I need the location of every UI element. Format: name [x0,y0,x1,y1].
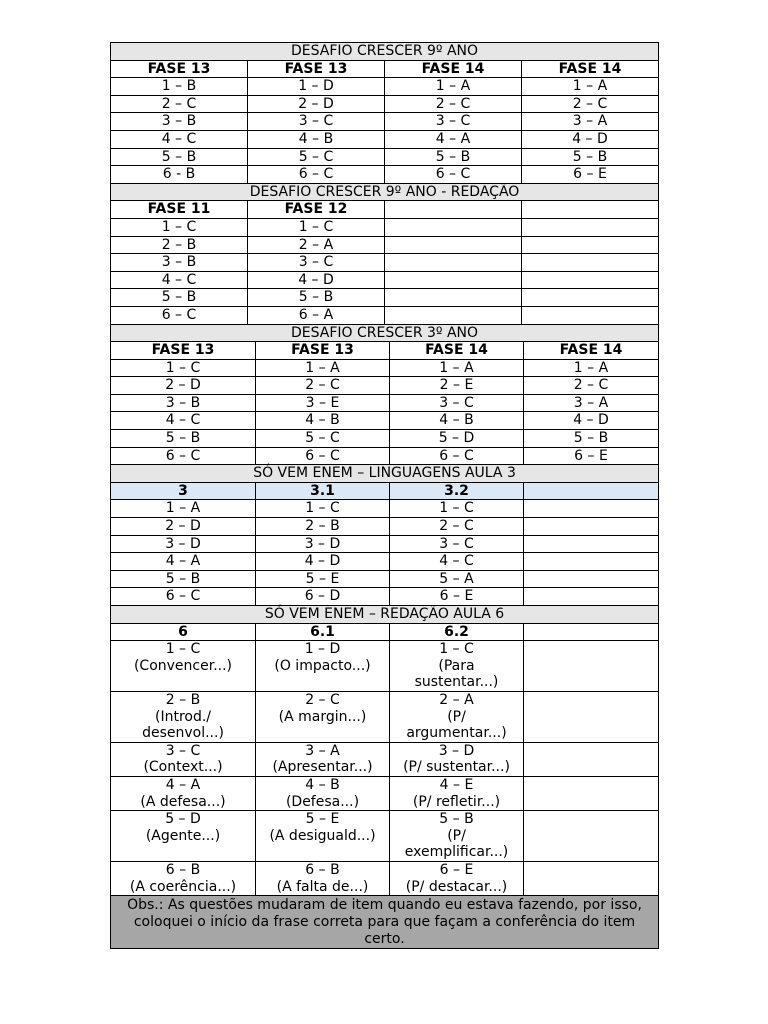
answer-text: 4 – A [165,776,201,793]
table-row [111,271,659,289]
answer-cell [390,742,524,776]
answer-cell: 5 – B [248,289,385,307]
answer-text: 4 – B [305,776,340,793]
column-header: FASE 13 [111,60,248,78]
column-header: 6.2 [390,623,524,641]
table-row [111,518,659,536]
empty-cell [522,306,659,324]
empty-cell [524,553,659,571]
table-row [111,535,659,553]
answer-cell: 3 – A [524,394,659,412]
hint-text: (P/ refletir...) [412,793,501,810]
answer-cell: 2 – B [111,236,248,254]
section-title: SÓ VEM ENEM – REDAÇÃO AULA 6 [111,606,659,624]
answer-cell: 1 – A [111,500,256,518]
empty-cell [524,518,659,536]
empty-cell [524,500,659,518]
answer-cell: 4 – C [111,130,248,148]
answer-cell: 5 – B [385,148,522,166]
answer-text: 3 – C [165,742,201,759]
answer-cell: 6 – E [524,447,659,465]
hint-text: (A desiguald...) [269,827,376,844]
hint-text: (P/ sustentar...) [403,759,510,776]
answer-cell [390,811,524,862]
empty-cell [524,588,659,606]
answer-cell [111,776,256,810]
answer-cell: 6 - B [111,166,248,184]
answer-text: 3 – D [438,742,475,759]
table-row [111,148,659,166]
answer-cell: 2 – C [256,377,390,395]
answer-cell: 1 – C [248,218,385,236]
answer-text: 2 – C [305,691,340,708]
section-desafio-9-ano [110,42,659,184]
table-row [111,641,659,692]
answer-cell: 6 – C [385,166,522,184]
empty-cell [524,861,659,895]
answer-cell: 6 – C [111,306,248,324]
table-row [111,500,659,518]
hint-text: desenvol...) [142,725,224,742]
answer-cell: 4 – D [522,130,659,148]
answer-cell: 5 – D [390,430,524,448]
column-header: 3.2 [390,482,524,500]
answer-text: 2 – A [439,691,474,708]
answer-cell: 4 – B [390,412,524,430]
answer-cell: 1 – C [390,500,524,518]
hint-text: (P/ [447,827,466,844]
answer-cell: 2 – C [111,95,248,113]
hint-text: (A coerência...) [129,878,237,895]
answer-cell: 5 – B [111,430,256,448]
section-title: DESAFIO CRESCER 3º ANO [111,324,659,342]
column-header [524,623,659,641]
column-header: FASE 14 [522,60,659,78]
answer-cell [256,776,390,810]
empty-cell [522,289,659,307]
answer-cell: 2 – E [390,377,524,395]
table-row [111,776,659,810]
answer-cell: 3 – C [248,113,385,131]
answer-cell [111,641,256,692]
table-row [111,236,659,254]
column-header [522,201,659,219]
answer-cell: 3 – D [111,535,256,553]
answer-cell: 1 – C [111,359,256,377]
empty-cell [385,306,522,324]
answer-cell: 4 – A [385,130,522,148]
answer-text: 6 – E [439,861,474,878]
hint-text: (Agente...) [145,827,221,844]
table-row [111,95,659,113]
answer-cell: 2 – B [256,518,390,536]
answer-cell: 1 – A [390,359,524,377]
answer-cell: 4 – A [111,553,256,571]
answer-cell: 4 – D [524,412,659,430]
column-header: FASE 14 [524,342,659,360]
answer-text: 1 – C [165,641,201,658]
answer-cell: 6 – C [248,166,385,184]
empty-cell [385,289,522,307]
empty-cell [385,254,522,272]
empty-cell [522,236,659,254]
column-header: 3.1 [256,482,390,500]
hint-text: (Defesa...) [285,793,360,810]
answer-cell: 6 – D [256,588,390,606]
column-header: FASE 13 [256,342,390,360]
table-row [111,113,659,131]
answer-cell: 6 – C [256,447,390,465]
table-row [111,289,659,307]
answer-cell: 6 – C [111,447,256,465]
answer-cell: 6 – E [390,588,524,606]
answer-cell: 2 – D [111,518,256,536]
answer-cell: 2 – C [524,377,659,395]
answer-cell: 5 – B [522,148,659,166]
table-row [111,430,659,448]
table-row [111,811,659,862]
answer-cell: 5 – B [111,570,256,588]
hint-text: (Context...) [143,759,223,776]
table-row [111,570,659,588]
answer-cell: 6 – E [522,166,659,184]
answer-cell [256,861,390,895]
hint-text: (Para [438,657,475,674]
section-desafio-9-ano-redacao [110,183,659,325]
hint-text: (A falta de...) [276,878,369,895]
answer-cell [111,861,256,895]
empty-cell [524,570,659,588]
hint-text: (A defesa...) [140,793,226,810]
answer-text: 2 – B [165,691,201,708]
answer-cell: 2 – D [111,377,256,395]
empty-cell [524,776,659,810]
column-header: 6 [111,623,256,641]
hint-text: (Convencer...) [133,657,233,674]
section-title: DESAFIO CRESCER 9º ANO - REDAÇÃO [111,183,659,201]
answer-cell [256,742,390,776]
answer-cell: 3 – B [111,394,256,412]
answer-cell: 3 – C [385,113,522,131]
answer-text: 5 – B [439,811,474,828]
answer-cell: 5 – C [248,148,385,166]
table-row [111,218,659,236]
hint-text: (Introd./ [154,708,212,725]
answer-cell [256,641,390,692]
empty-cell [524,641,659,692]
answer-cell: 3 – D [256,535,390,553]
answer-cell: 4 – D [256,553,390,571]
column-header: FASE 13 [248,60,385,78]
section-title: SÓ VEM ENEM – LINGUAGENS AULA 3 [111,465,659,483]
answer-text: 6 – B [165,861,201,878]
hint-text: sustentar...) [414,674,499,691]
answer-cell: 1 – C [256,500,390,518]
answer-cell: 1 – C [111,218,248,236]
empty-cell [524,535,659,553]
answer-cell: 2 – A [248,236,385,254]
answer-text: 5 – E [305,811,340,828]
column-header [524,482,659,500]
table-row [111,377,659,395]
answer-cell: 4 – C [390,553,524,571]
hint-text: (O impacto...) [274,657,371,674]
hint-text: (P/ destacar...) [405,878,508,895]
table-row [111,130,659,148]
empty-cell [385,218,522,236]
answer-cell: 4 – C [111,271,248,289]
answer-key-sheet [110,42,658,949]
table-row [111,394,659,412]
answer-text: 3 – A [305,742,340,759]
column-header: FASE 14 [390,342,524,360]
empty-cell [522,254,659,272]
answer-text: 4 – E [439,776,474,793]
answer-text: 1 – C [439,641,474,658]
empty-cell [385,236,522,254]
table-row [111,742,659,776]
answer-cell [390,861,524,895]
answer-cell: 3 – A [522,113,659,131]
section-desafio-3-ano [110,324,659,466]
answer-cell: 3 – C [390,394,524,412]
answer-cell: 5 – B [111,289,248,307]
answer-cell: 6 – A [248,306,385,324]
answer-cell: 2 – C [522,95,659,113]
answer-cell [111,742,256,776]
table-row [111,861,659,895]
hint-text: (A margin...) [278,708,367,725]
answer-cell: 1 – B [111,78,248,96]
empty-cell [522,218,659,236]
column-header: 3 [111,482,256,500]
answer-text: 1 – D [304,641,341,658]
footer-note: Obs.: As questões mudaram de item quando eu estava fazendo, por isso, coloquei o início da frase correta para que façam a conferência do item certo. [111,896,659,949]
answer-cell: 3 – B [111,254,248,272]
answer-cell [390,641,524,692]
answer-cell: 4 – B [256,412,390,430]
answer-cell: 1 – A [524,359,659,377]
answer-cell: 3 – C [248,254,385,272]
answer-text: 5 – D [165,811,201,828]
empty-cell [522,271,659,289]
answer-cell: 2 – C [385,95,522,113]
answer-cell [111,691,256,742]
answer-cell: 1 – A [256,359,390,377]
answer-cell: 1 – A [522,78,659,96]
answer-cell [390,776,524,810]
answer-cell: 5 – E [256,570,390,588]
answer-cell: 4 – B [248,130,385,148]
answer-cell [111,811,256,862]
answer-cell: 4 – D [248,271,385,289]
answer-cell [256,691,390,742]
answer-cell: 3 – C [390,535,524,553]
table-row [111,306,659,324]
hint-text: (Apresentar...) [272,759,373,776]
hint-text: exemplificar...) [404,844,509,861]
table-row [111,588,659,606]
answer-cell: 5 – B [111,148,248,166]
table-row [111,254,659,272]
answer-cell: 2 – C [390,518,524,536]
answer-cell: 6 – C [111,588,256,606]
table-row [111,691,659,742]
hint-text: argumentar...) [406,725,507,742]
answer-cell: 1 – D [248,78,385,96]
section-title: DESAFIO CRESCER 9º ANO [111,43,659,61]
answer-cell: 2 – D [248,95,385,113]
column-header: FASE 12 [248,201,385,219]
empty-cell [385,271,522,289]
hint-text: (P/ [447,708,466,725]
table-row [111,78,659,96]
empty-cell [524,691,659,742]
answer-cell [390,691,524,742]
answer-cell: 6 – C [390,447,524,465]
answer-cell: 3 – E [256,394,390,412]
answer-cell: 3 – B [111,113,248,131]
answer-text: 6 – B [305,861,340,878]
column-header: FASE 11 [111,201,248,219]
column-header: FASE 14 [385,60,522,78]
answer-cell: 5 – B [524,430,659,448]
table-row [111,412,659,430]
answer-cell: 5 – A [390,570,524,588]
table-row [111,447,659,465]
section-redacao-aula-6 [110,605,659,949]
empty-cell [524,811,659,862]
section-linguagens-aula-3 [110,464,659,606]
answer-cell: 1 – A [385,78,522,96]
table-row [111,553,659,571]
answer-cell: 4 – C [111,412,256,430]
column-header: 6.1 [256,623,390,641]
table-row [111,359,659,377]
table-row [111,166,659,184]
empty-cell [524,742,659,776]
answer-cell [256,811,390,862]
answer-cell: 5 – C [256,430,390,448]
column-header: FASE 13 [111,342,256,360]
column-header [385,201,522,219]
